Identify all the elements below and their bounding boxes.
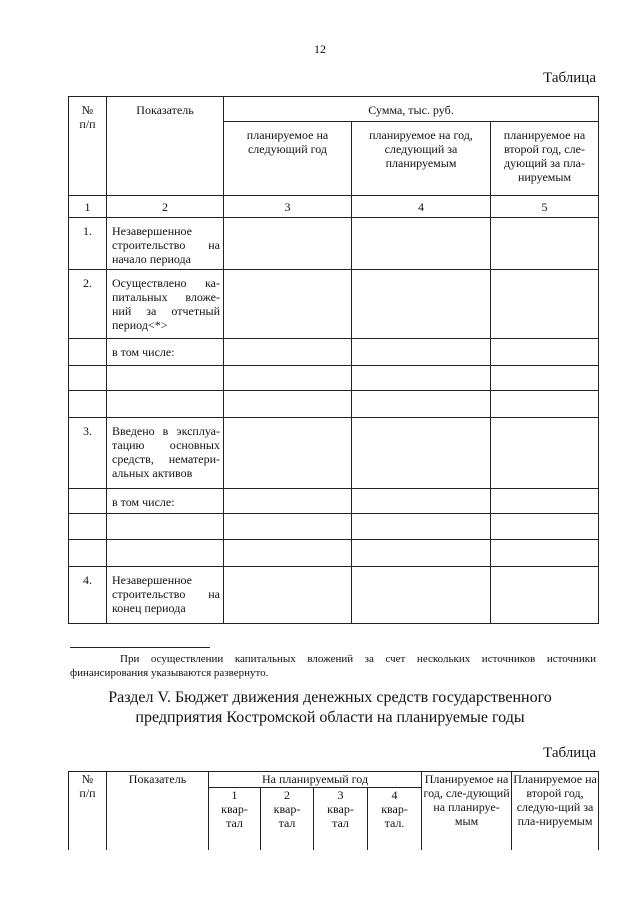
table-row <box>69 366 599 391</box>
t2-header-num: № п/п <box>69 772 107 850</box>
row-num <box>69 540 107 567</box>
t2-header-q2: 2 квар- тал <box>261 788 314 850</box>
header-col3: планируемое на следующий год <box>224 122 352 196</box>
cell <box>224 567 352 624</box>
table-row <box>69 540 599 567</box>
t2-header-next-year: Планируемое на год, сле-дующий на планируе-мым <box>422 772 512 850</box>
row-num: 4. <box>69 567 107 624</box>
cell <box>224 366 352 391</box>
cell <box>352 567 491 624</box>
row-indicator: Незавершенное строительство на конец периода <box>107 567 224 624</box>
cell <box>224 514 352 540</box>
row-indicator <box>107 540 224 567</box>
cell <box>352 218 491 270</box>
table-row <box>69 218 599 270</box>
cell <box>352 391 491 418</box>
cell <box>352 489 491 514</box>
header-col5: планируемое на второй год, сле-дующий за пла-нируемым <box>491 122 599 196</box>
cell <box>491 418 599 489</box>
section-title <box>60 688 600 728</box>
cell <box>224 339 352 366</box>
cell <box>224 391 352 418</box>
t2-header-q4: 4 квар- тал. <box>368 788 422 850</box>
row-num: 3. <box>69 418 107 489</box>
cell <box>224 489 352 514</box>
cell <box>491 218 599 270</box>
row-indicator: в том числе: <box>107 489 224 514</box>
table-row <box>69 514 599 540</box>
col-number-3: 3 <box>224 196 352 218</box>
row-indicator <box>107 514 224 540</box>
col-number-5: 5 <box>491 196 599 218</box>
header-num: № п/п <box>69 97 107 196</box>
row-indicator <box>107 366 224 391</box>
row-num <box>69 489 107 514</box>
header-col4: планируемое на год, следующий за планируемым <box>352 122 491 196</box>
row-num <box>69 339 107 366</box>
row-indicator: в том числе: <box>107 339 224 366</box>
table-row <box>69 391 599 418</box>
header-sum: Сумма, тыс. руб. <box>224 97 599 122</box>
table-row <box>69 489 599 514</box>
row-num: 2. <box>69 270 107 339</box>
col-number-2: 2 <box>107 196 224 218</box>
page-number: 12 <box>314 42 326 56</box>
footnote: При осуществлении капитальных вложений за счет нескольких источников источники финансирования указываются развернуто. <box>70 653 596 679</box>
cell <box>491 270 599 339</box>
capital-investment-table <box>68 96 599 624</box>
col-number-1: 1 <box>69 196 107 218</box>
row-num <box>69 514 107 540</box>
cell <box>491 567 599 624</box>
cell <box>224 418 352 489</box>
col-number-4: 4 <box>352 196 491 218</box>
footnote-rule <box>70 647 210 648</box>
cell <box>491 514 599 540</box>
header-indicator: Показатель <box>107 97 224 196</box>
cell <box>491 540 599 567</box>
row-num: 1. <box>69 218 107 270</box>
table-row <box>69 339 599 366</box>
t2-header-second-year: Планируемое на второй год, следую-щий за пла-нируемым <box>512 772 599 850</box>
row-indicator: Незавершенное строительство на начало периода <box>107 218 224 270</box>
cell <box>224 540 352 567</box>
row-num <box>69 391 107 418</box>
table1-label: Таблица <box>543 70 596 86</box>
row-indicator: Введено в эксплуа-тацию основных средств, нематери-альных активов <box>107 418 224 489</box>
cell <box>224 270 352 339</box>
t2-header-indicator: Показатель <box>107 772 209 850</box>
table-row <box>69 270 599 339</box>
cell <box>491 489 599 514</box>
cell <box>352 540 491 567</box>
cell <box>491 391 599 418</box>
cell <box>491 339 599 366</box>
cell <box>352 514 491 540</box>
row-num <box>69 366 107 391</box>
t2-header-q3: 3 квар- тал <box>314 788 368 850</box>
cash-flow-budget-table <box>68 771 599 850</box>
cell <box>352 339 491 366</box>
t2-header-q1: 1 квар- тал <box>209 788 261 850</box>
row-indicator: Осуществлено ка-питальных вложе-ний за отчетный период<*> <box>107 270 224 339</box>
table-row <box>69 567 599 624</box>
cell <box>224 218 352 270</box>
section-title-line1: Раздел V. Бюджет движения денежных средств государственного <box>108 689 552 706</box>
section-title-line2: предприятия Костромской области на планируемые годы <box>135 709 525 726</box>
cell <box>352 366 491 391</box>
table2-label: Таблица <box>543 745 596 761</box>
table-row <box>69 418 599 489</box>
cell <box>352 418 491 489</box>
t2-header-planned-year: На планируемый год <box>209 772 422 788</box>
cell <box>491 366 599 391</box>
row-indicator <box>107 391 224 418</box>
cell <box>352 270 491 339</box>
